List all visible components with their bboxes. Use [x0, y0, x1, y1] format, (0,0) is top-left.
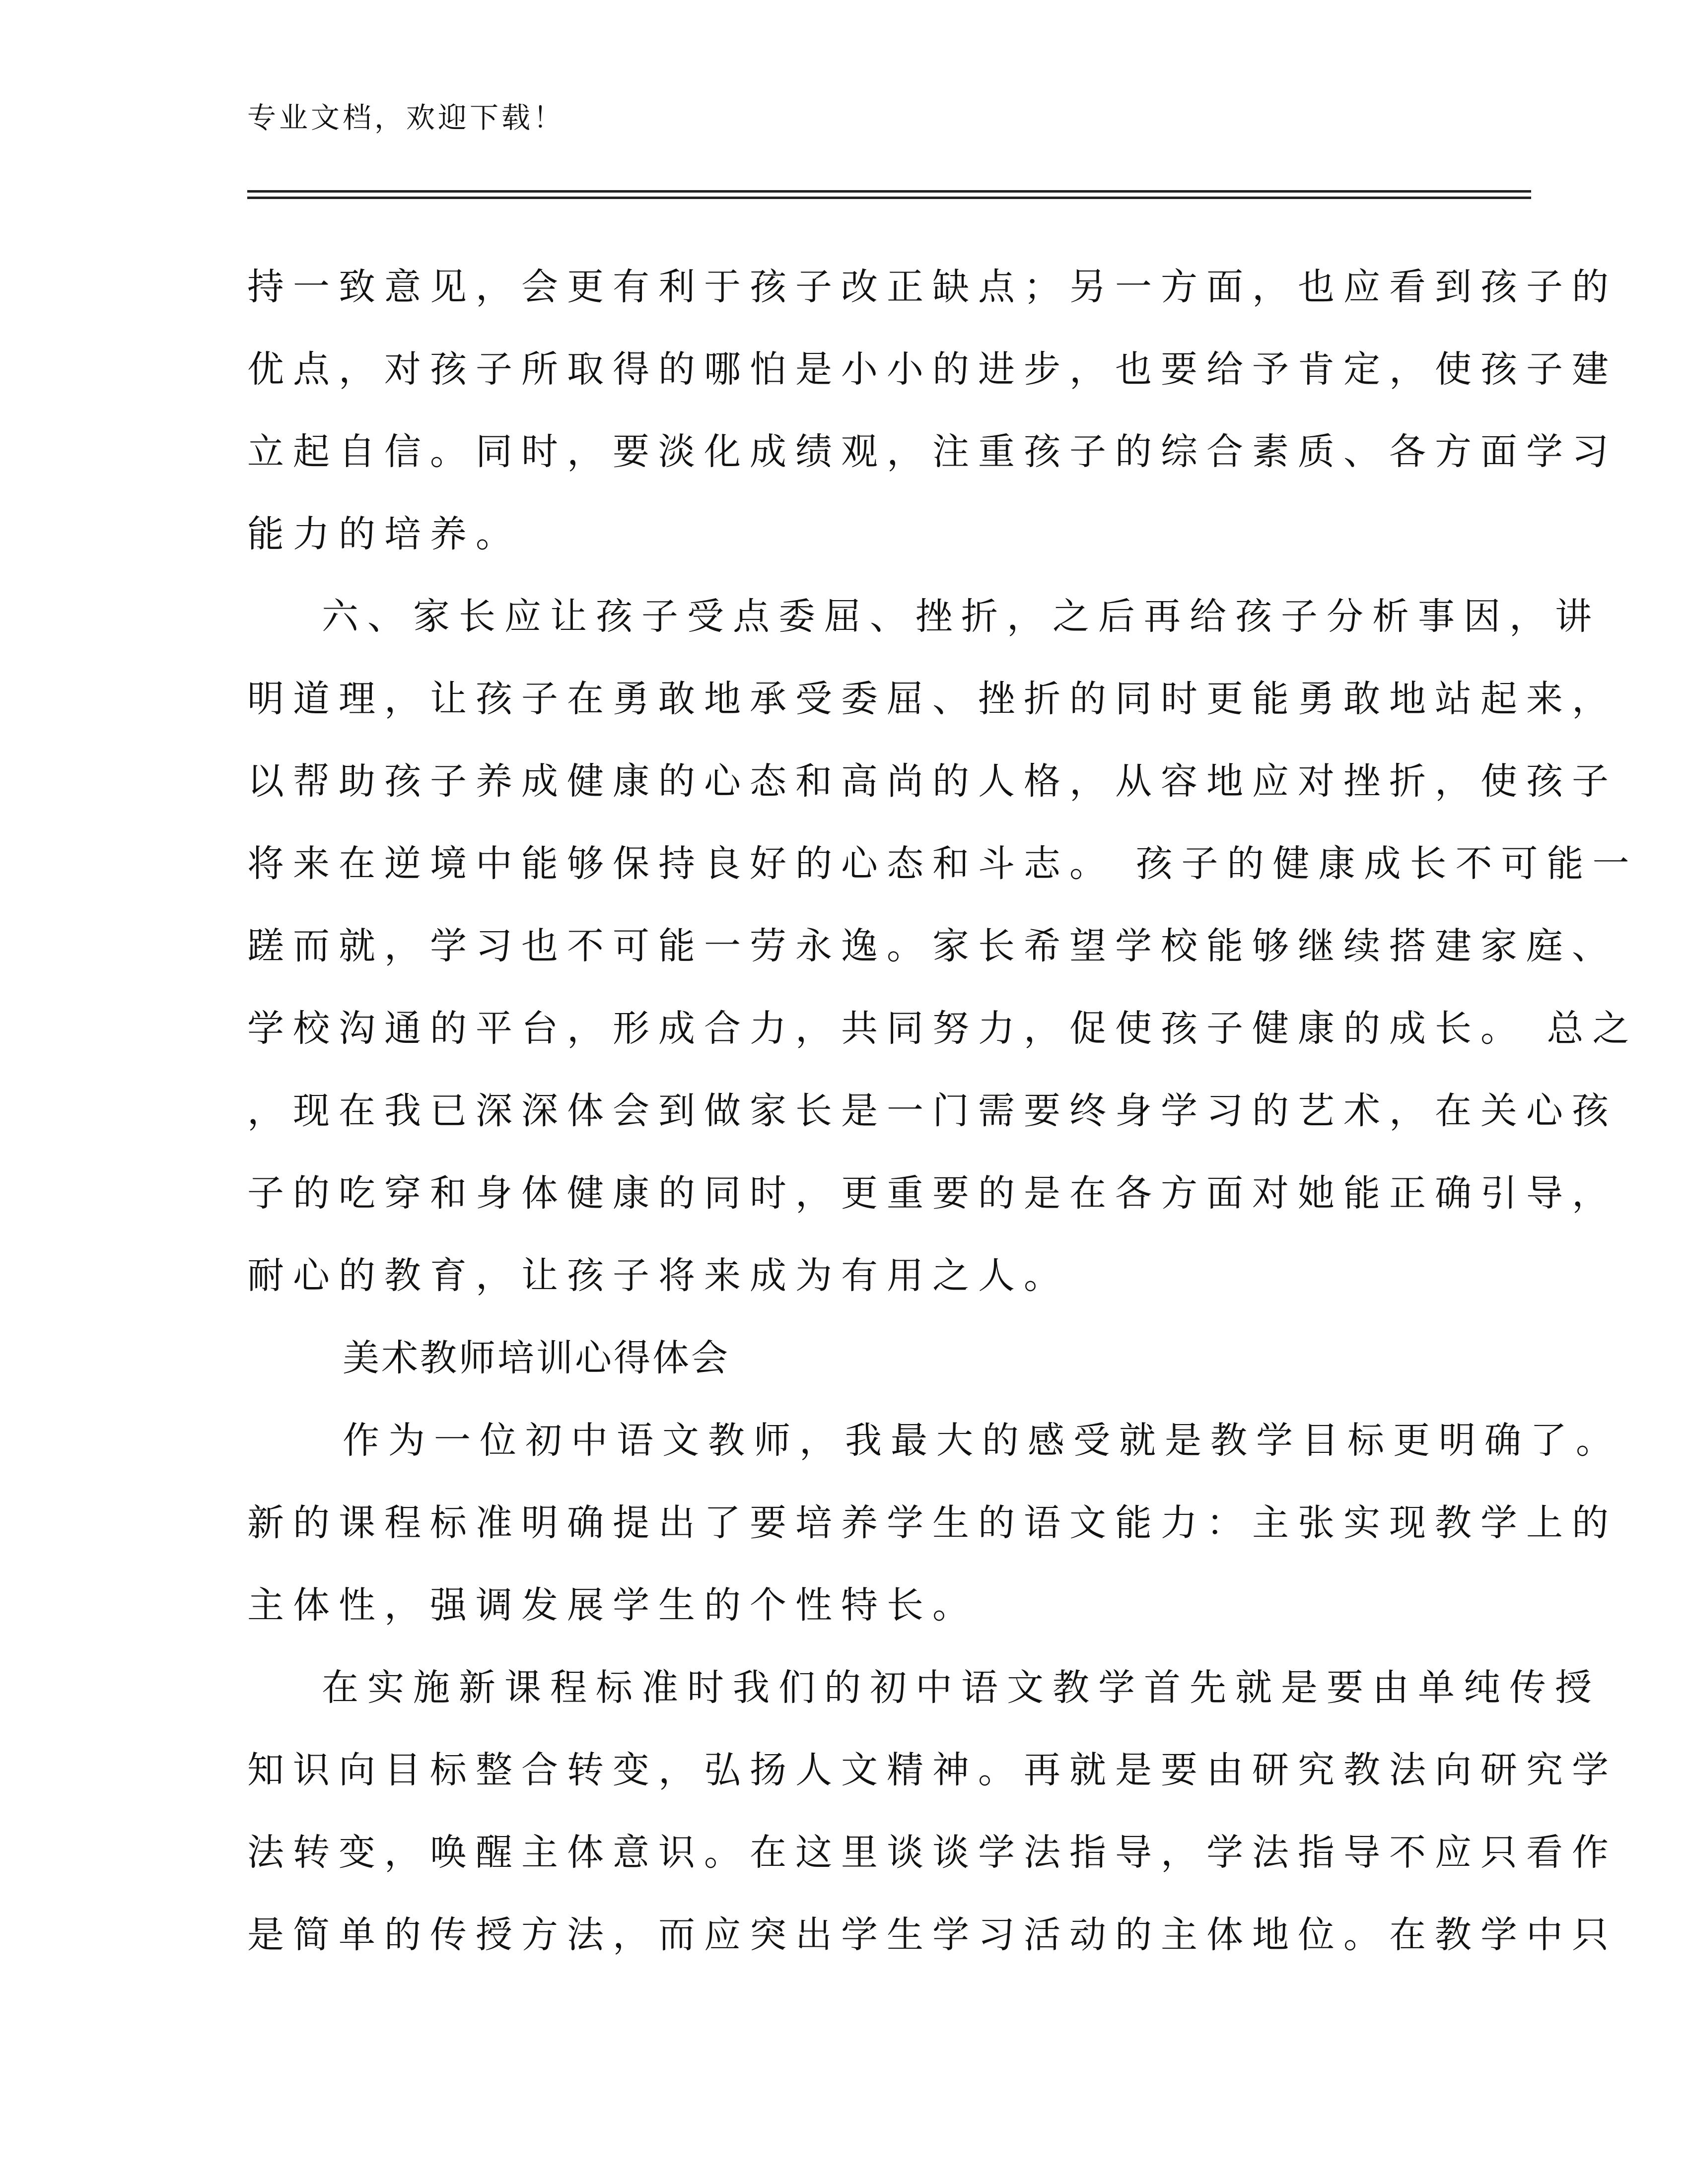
- paragraph-line: 学校沟通的平台，形成合力，共同努力，促使孩子健康的成长。 总之: [247, 1007, 1638, 1050]
- paragraph-line: 立起自信。同时，要淡化成绩观，注重孩子的综合素质、各方面学习: [247, 430, 1618, 473]
- paragraph-line: 是简单的传授方法，而应突出学生学习活动的主体地位。在教学中只: [247, 1913, 1618, 1956]
- paragraph-line: ，现在我已深深体会到做家长是一门需要终身学习的艺术，在关心孩: [247, 1090, 1618, 1132]
- section-heading: 美术教师培训心得体会: [343, 1337, 730, 1379]
- paragraph-line: 法转变，唤醒主体意识。在这里谈谈学法指导，学法指导不应只看作: [247, 1831, 1618, 1874]
- paragraph-line: 主体性，强调发展学生的个性特长。: [247, 1584, 978, 1627]
- paragraph-line: 知识向目标整合转变，弘扬人文精神。再就是要由研究教法向研究学: [247, 1749, 1618, 1791]
- paragraph-line: 在实施新课程标准时我们的初中语文教学首先就是要由单纯传授: [322, 1666, 1601, 1709]
- paragraph-line: 耐心的教育，让孩子将来成为有用之人。: [247, 1254, 1069, 1297]
- paragraph-line: 作为一位初中语文教师，我最大的感受就是教学目标更明确了。: [343, 1419, 1621, 1462]
- paragraph-line: 能力的培养。: [247, 513, 521, 555]
- paragraph-line: 新的课程标准明确提出了要培养学生的语文能力：主张实现教学上的: [247, 1502, 1618, 1544]
- header-rule-top: [247, 190, 1531, 193]
- paragraph-line: 持一致意见，会更有利于孩子改正缺点；另一方面，也应看到孩子的: [247, 266, 1618, 308]
- paragraph-line: 六、家长应让孩子受点委屈、挫折，之后再给孩子分析事因，讲: [322, 595, 1601, 638]
- page-header: 专业文档，欢迎下载！: [247, 101, 565, 135]
- paragraph-line: 以帮助孩子养成健康的心态和高尚的人格，从容地应对挫折，使孩子: [247, 760, 1618, 803]
- paragraph-line: 优点，对孩子所取得的哪怕是小小的进步，也要给予肯定，使孩子建: [247, 348, 1618, 391]
- header-rule-bottom: [247, 197, 1531, 199]
- paragraph-line: 将来在逆境中能够保持良好的心态和斗志。 孩子的健康成长不可能一: [247, 842, 1638, 885]
- paragraph-line: 明道理，让孩子在勇敢地承受委屈、挫折的同时更能勇敢地站起来，: [247, 678, 1618, 720]
- paragraph-line: 蹉而就，学习也不可能一劳永逸。家长希望学校能够继续搭建家庭、: [247, 925, 1618, 967]
- paragraph-line: 子的吃穿和身体健康的同时，更重要的是在各方面对她能正确引导，: [247, 1172, 1618, 1215]
